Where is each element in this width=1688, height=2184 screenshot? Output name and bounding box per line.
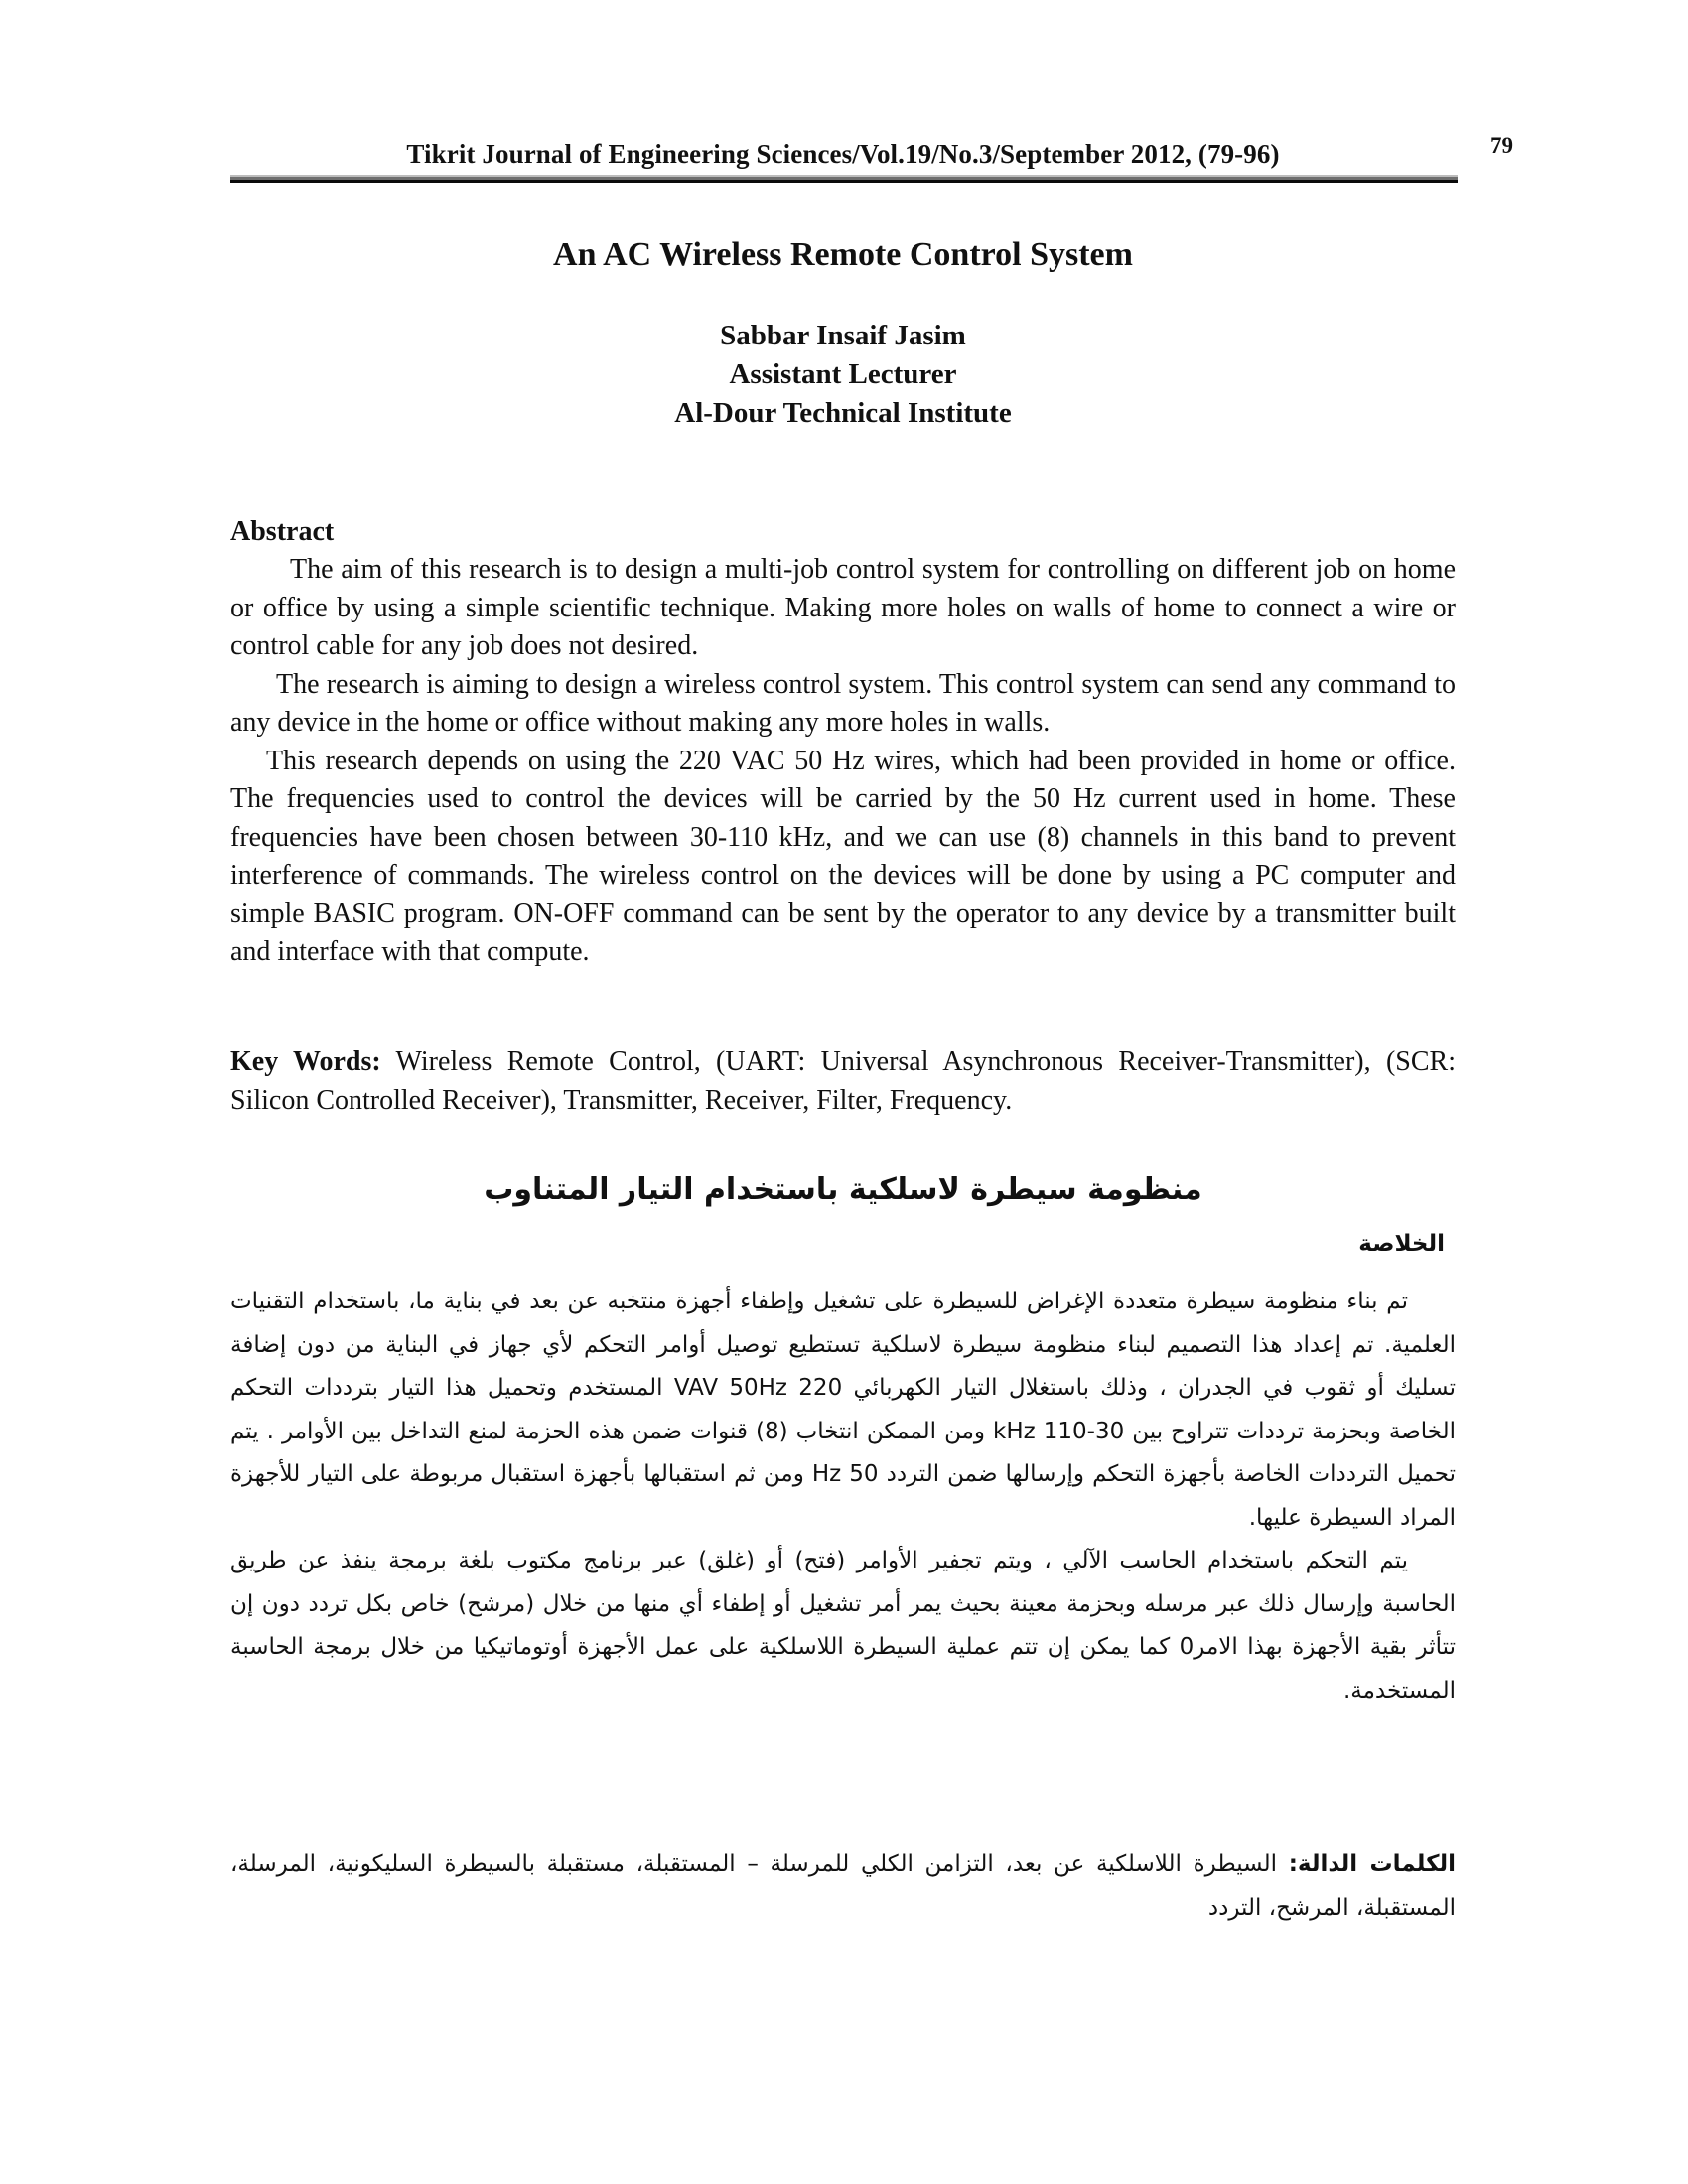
arabic-keywords-text: السيطرة اللاسلكية عن بعد، التزامن الكلي للمرسلة – المستقبلة، مستقبلة بالسيطرة السليكونية، المرسلة، المستقبلة، المرشح، التردد: [230, 1851, 1456, 1921]
abstract-body: [230, 551, 1456, 972]
arabic-title: منظومة سيطرة لاسلكية باستخدام التيار المتناوب: [484, 1172, 1202, 1207]
keywords: [230, 1043, 1456, 1120]
abstract-paragraph: The aim of this research is to design a multi-job control system for controlling on different job on home or office by using a simple scientific technique. Making more holes on walls of home to connect a wire or control cable for any job does not desired.: [230, 554, 1456, 661]
abstract-paragraph: The research is aiming to design a wireless control system. This control system can send any command to any device in the home or office without making any more holes in walls.: [230, 668, 1456, 738]
arabic-abstract-heading: الخلاصة: [1358, 1231, 1445, 1257]
paper-title: An AC Wireless Remote Control System: [553, 236, 1133, 273]
keywords-label: Key Words:: [230, 1046, 381, 1077]
abstract-heading: Abstract: [230, 516, 335, 547]
author-block: [230, 317, 1456, 433]
author-name: Sabbar Insaif Jasim: [720, 320, 966, 351]
author-affiliation: Al-Dour Technical Institute: [674, 397, 1012, 429]
header-rule-divider: [230, 175, 1458, 183]
author-position: Assistant Lecturer: [729, 358, 957, 390]
page-number: 79: [1490, 133, 1513, 158]
abstract-paragraph: This research depends on using the 220 VAC 50 Hz wires, which had been provided in home or office. The frequencies used to control the devices will be carried by the 50 Hz current used in home. These frequencies have been chosen between 30-110 kHz, and we can use (8) channels in this band to prevent interference of commands. The wireless control on the devices will be done by using a PC computer and simple BASIC program. ON-OFF command can be sent by the operator to any device by a transmitter built and interface with that compute.: [230, 745, 1456, 967]
arabic-abstract-body: [230, 1281, 1456, 1712]
arabic-keywords: [230, 1843, 1456, 1930]
arabic-paragraph: يتم التحكم باستخدام الحاسب الآلي ، ويتم تجفير الأوامر (فتح) أو (غلق) عبر برنامج مكتوب بلغة برمجة ينفذ عن طريق الحاسبة وإرسال ذلك عبر مرسله وبحزمة معينة بحيث يمر أمر تشغيل أو إطفاء أي منها من خلال (مرشح) خاص بكل تردد دون إن تتأثر بقية الأجهزة بهذا الامر0 كما يمكن إن تتم عملية السيطرة اللاسلكية على عمل الأجهزة أوتوماتيكيا من خلال برمجة الحاسبة المستخدمة.: [230, 1548, 1457, 1704]
running-header: Tikrit Journal of Engineering Sciences/Vol.19/No.3/September 2012, (79-96): [406, 139, 1280, 169]
arabic-keywords-label: الكلمات الدالة:: [1288, 1851, 1456, 1877]
keywords-text: Wireless Remote Control, (UART: Universal Asynchronous Receiver-Transmitter), (SCR: Silicon Controlled Receiver), Transmitter, Receiver, Filter, Frequency.: [230, 1046, 1456, 1116]
header-rule-dark: [230, 180, 1458, 183]
arabic-paragraph: تم بناء منظومة سيطرة متعددة الإغراض للسيطرة على تشغيل وإطفاء أجهزة منتخبه عن بعد في بناية ما، باستخدام التقنيات العلمية. تم إعداد هذا التصميم لبناء منظومة سيطرة لاسلكية تستطيع توصيل أوامر التحكم لأي جهاز في البناية من دون إضافة تسليك أو ثقوب في الجدران ، وذلك باستغلال التيار الكهربائي 220 VAV 50Hz المستخدم وتحميل هذا التيار بترددات التحكم الخاصة وبحزمة ترددات تتراوح بين 30-110 kHz ومن الممكن انتخاب (8) قنوات ضمن هذه الحزمة لمنع التداخل بين الأوامر . يتم تحميل الترددات الخاصة بأجهزة التحكم وإرسالها ضمن التردد 50 Hz ومن ثم استقبالها بأجهزة استقبال مربوطة على التيار للأجهزة المراد السيطرة عليها.: [230, 1289, 1457, 1531]
